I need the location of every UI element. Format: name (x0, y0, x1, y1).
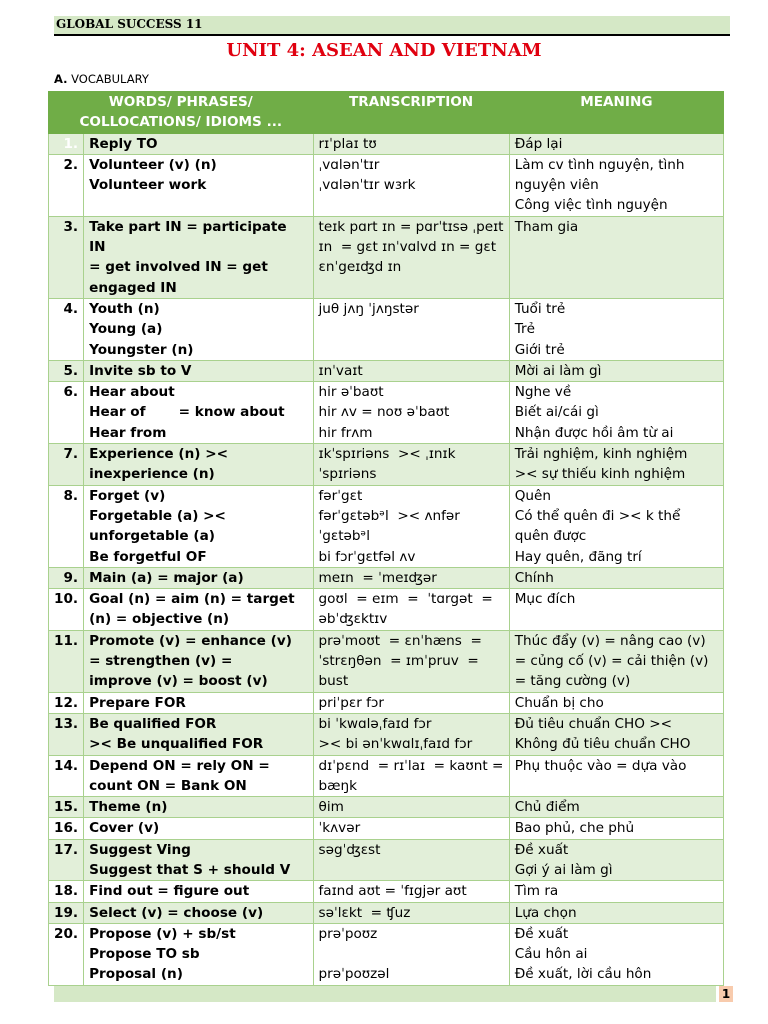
table-row (49, 133, 724, 154)
transcription-cell (313, 216, 509, 298)
word-cell (84, 444, 313, 486)
transcription-cell-line: ɪkˈspɪriəns >< ˌɪnɪk ˈspɪriəns (318, 446, 460, 483)
word-cell-line: count ON = Bank ON (89, 777, 247, 794)
word-cell-line: Youngster (n) (89, 341, 194, 358)
meaning-cell-line: Giới trẻ (514, 341, 565, 358)
word-cell (84, 755, 313, 797)
meaning-cell (509, 755, 723, 797)
meaning-cell (509, 485, 723, 567)
transcription-cell (313, 589, 509, 631)
meaning-cell-line: Trẻ (514, 321, 535, 338)
meaning-cell (509, 382, 723, 444)
table-row (49, 216, 724, 298)
word-cell (84, 485, 313, 567)
transcription-cell-line: bi fɔrˈgɛtfəl ʌv (318, 548, 416, 565)
transcription-cell-line: səˈlɛkt = ʧuz (318, 904, 411, 921)
table-row (49, 444, 724, 486)
meaning-cell (509, 881, 723, 902)
word-cell-line: Hear about (89, 384, 175, 401)
transcription-cell (313, 881, 509, 902)
meaning-cell (509, 797, 723, 818)
meaning-cell (509, 923, 723, 985)
meaning-cell-line: Trải nghiệm, kinh nghiệm (514, 446, 688, 463)
transcription-cell-line: səgˈʤɛst (318, 841, 381, 858)
meaning-cell-line: Biết ai/cái gì (514, 404, 599, 421)
section-label: VOCABULARY (71, 72, 149, 86)
word-cell-line: improve (v) = boost (v) (89, 673, 268, 690)
meaning-cell-line: Không đủ tiêu chuẩn CHO (514, 736, 691, 753)
transcription-cell-line (319, 944, 504, 964)
table-row (49, 589, 724, 631)
meaning-cell-line: >< sự thiếu kinh nghiệm (514, 466, 686, 483)
row-number: 8. (49, 485, 84, 567)
transcription-cell (313, 133, 509, 154)
word-cell-line: Youth (n) (89, 300, 160, 317)
row-number: 6. (49, 382, 84, 444)
row-number: 9. (49, 567, 84, 588)
meaning-cell-line: Thúc đẩy (v) = nâng cao (v) = củng cố (v) = cải thiện (v) = tăng cường (v) (514, 632, 713, 690)
table-row (49, 713, 724, 755)
word-cell (84, 133, 313, 154)
row-number: 13. (49, 713, 84, 755)
transcription-cell-line: teɪk pɑrt ɪn = pɑrˈtɪsə ˌpeɪt ɪn = gɛt ɪnˈvɑlvd ɪn = gɛt ɛnˈgeɪʤd ɪn (318, 218, 508, 276)
row-number: 14. (49, 755, 84, 797)
transcription-cell-line: θim (318, 799, 344, 816)
meaning-cell-line: Quên (514, 487, 551, 504)
word-cell-line: Select (v) = choose (v) (89, 904, 264, 921)
meaning-cell (509, 360, 723, 381)
transcription-cell (313, 818, 509, 839)
meaning-cell-line: Chuẩn bị cho (514, 694, 604, 711)
transcription-cell (313, 923, 509, 985)
table-row (49, 881, 724, 902)
transcription-cell-line: ˈkʌvər (318, 820, 361, 837)
word-cell-line: Hear of = know about (89, 404, 285, 421)
row-number: 3. (49, 216, 84, 298)
meaning-cell-line: Gợi ý ai làm gì (514, 861, 613, 878)
word-cell-line: Be forgetful OF (89, 548, 207, 565)
table-row (49, 755, 724, 797)
transcription-cell-line: hir əˈbaʊt (318, 384, 384, 401)
row-number: 16. (49, 818, 84, 839)
transcription-cell (313, 444, 509, 486)
meaning-cell (509, 713, 723, 755)
meaning-cell (509, 216, 723, 298)
table-row (49, 923, 724, 985)
word-cell (84, 713, 313, 755)
header-band (54, 16, 730, 36)
meaning-cell-line: Chính (514, 569, 554, 586)
meaning-cell (509, 444, 723, 486)
word-cell-line: unforgetable (a) (89, 528, 215, 545)
meaning-cell-line: Tuổi trẻ (514, 300, 566, 317)
table-row (49, 360, 724, 381)
meaning-cell-line: Đề xuất, lời cầu hôn (514, 966, 652, 983)
word-cell-line: Reply TO (89, 135, 158, 152)
word-cell-line: >< Be unqualified FOR (89, 736, 264, 753)
word-cell (84, 902, 313, 923)
word-cell-line: Prepare FOR (89, 694, 186, 711)
header-transcription: TRANSCRIPTION (313, 92, 509, 134)
meaning-cell-line: Đủ tiêu chuẩn CHO >< (514, 715, 673, 732)
word-cell-line: Propose (v) + sb/st (89, 925, 236, 942)
word-cell-line: Suggest Ving (89, 841, 191, 858)
transcription-cell-line: goʊl = eɪm = ˈtɑrgət = əbˈʤɛktɪv (318, 591, 498, 628)
transcription-cell (313, 382, 509, 444)
table-row (49, 630, 724, 692)
word-cell (84, 589, 313, 631)
word-cell (84, 923, 313, 985)
transcription-cell-line: >< bi ənˈkwɑlɪˌfaɪd fɔr (318, 736, 473, 753)
word-cell-line: Volunteer work (89, 177, 207, 194)
meaning-cell (509, 818, 723, 839)
transcription-cell-line: fərˈgɛtəbᵊl >< ʌnfər ˈgɛtəbᵊl (318, 507, 465, 545)
transcription-cell-line: fərˈgɛt (318, 487, 363, 504)
word-cell-line: Hear from (89, 424, 167, 441)
transcription-cell (313, 692, 509, 713)
meaning-cell-line: Mục đích (514, 591, 576, 608)
word-cell (84, 298, 313, 360)
word-cell-line: Theme (n) (89, 799, 168, 816)
meaning-cell (509, 839, 723, 881)
table-row (49, 382, 724, 444)
transcription-cell (313, 154, 509, 216)
word-cell-line: = get involved IN = get engaged IN (89, 259, 273, 296)
meaning-cell-line: Lựa chọn (514, 904, 577, 921)
meaning-cell (509, 902, 723, 923)
meaning-cell-line: Phụ thuộc vào = dựa vào (514, 757, 687, 774)
word-cell (84, 839, 313, 881)
transcription-cell-line: hir ʌv = noʊ əˈbaʊt (318, 404, 450, 421)
transcription-cell (313, 630, 509, 692)
row-number: 19. (49, 902, 84, 923)
table-row (49, 839, 724, 881)
row-number: 5. (49, 360, 84, 381)
meaning-cell (509, 133, 723, 154)
row-number: 7. (49, 444, 84, 486)
transcription-cell-line: faɪnd aʊt = ˈfɪgjər aʊt (318, 883, 467, 900)
table-row (49, 298, 724, 360)
row-number: 10. (49, 589, 84, 631)
row-number: 20. (49, 923, 84, 985)
transcription-cell-line: prəˈpoʊzəl (318, 966, 390, 983)
word-cell-line: Volunteer (v) (n) (89, 156, 217, 173)
meaning-cell-line: Công việc tình nguyện (514, 197, 668, 214)
meaning-cell-line: Bao phủ, che phủ (514, 820, 635, 837)
word-cell-line: Forget (v) (89, 487, 166, 504)
transcription-cell (313, 797, 509, 818)
vocabulary-table (48, 91, 724, 986)
word-cell-line: Experience (n) >< (89, 446, 228, 463)
table-row (49, 154, 724, 216)
transcription-cell-line: prəˈmoʊt = ɛnˈhæns = ˈstrɛŋθən = ɪmˈpruv = bust (318, 632, 487, 690)
word-cell-line: Goal (n) = aim (n) = target (n) = objective (n) (89, 591, 300, 628)
word-cell (84, 692, 313, 713)
table-row (49, 485, 724, 567)
transcription-cell (313, 713, 509, 755)
meaning-cell-line: Có thể quên đi >< k thể quên được (514, 507, 685, 545)
transcription-cell-line: priˈpɛr fɔr (318, 694, 384, 711)
word-cell-line: Be qualified FOR (89, 715, 217, 732)
word-cell (84, 154, 313, 216)
transcription-cell-line: dɪˈpɛnd = rɪˈlaɪ = kaʊnt = bæŋk (318, 757, 508, 794)
transcription-cell (313, 360, 509, 381)
word-cell-line: Depend ON = rely ON = (89, 757, 270, 774)
word-cell-line: Main (a) = major (a) (89, 569, 244, 586)
meaning-cell (509, 692, 723, 713)
row-number: 2. (49, 154, 84, 216)
transcription-cell (313, 902, 509, 923)
word-cell (84, 360, 313, 381)
page-title: UNIT 4: ASEAN AND VIETNAM (226, 40, 542, 61)
transcription-cell-line: rɪˈplaɪ tʊ (318, 135, 377, 152)
word-cell-line: Young (a) (89, 321, 163, 338)
transcription-cell-line: ɪnˈvaɪt (318, 362, 363, 379)
word-cell (84, 818, 313, 839)
row-number: 15. (49, 797, 84, 818)
row-number: 4. (49, 298, 84, 360)
section-letter: A. (54, 72, 68, 86)
table-row (49, 902, 724, 923)
meaning-cell (509, 589, 723, 631)
word-cell-line: Invite sb to V (89, 362, 192, 379)
table-row (49, 692, 724, 713)
word-cell-line: Proposal (n) (89, 966, 183, 983)
word-cell (84, 630, 313, 692)
word-cell (84, 567, 313, 588)
header-title: GLOBAL SUCCESS 11 (56, 17, 203, 31)
meaning-cell (509, 298, 723, 360)
meaning-cell-line: Nhận được hồi âm từ ai (514, 424, 674, 441)
word-cell-line: Suggest that S + should V (89, 861, 291, 878)
word-cell-line: inexperience (n) (89, 466, 215, 483)
word-cell-line: Cover (v) (89, 820, 160, 837)
meaning-cell (509, 630, 723, 692)
transcription-cell (313, 755, 509, 797)
header-words: WORDS/ PHRASES/ COLLOCATIONS/ IDIOMS ... (49, 92, 314, 134)
row-number: 17. (49, 839, 84, 881)
word-cell (84, 216, 313, 298)
row-number: 11. (49, 630, 84, 692)
word-cell-line: Forgetable (a) >< (89, 507, 226, 524)
transcription-cell-line: ˌvɑlənˈtɪr (318, 156, 380, 173)
row-number: 1. (49, 133, 84, 154)
row-number: 18. (49, 881, 84, 902)
page-number: 1 (719, 986, 733, 1002)
table-row (49, 818, 724, 839)
meaning-cell-line: Hay quên, đãng trí (514, 548, 642, 565)
meaning-cell-line: Nghe về (514, 384, 572, 401)
meaning-cell-line: Đáp lại (514, 135, 563, 152)
transcription-cell-line: meɪn = ˈmeɪʤər (318, 569, 437, 586)
word-cell-line: Promote (v) = enhance (v) = strengthen (v) = (89, 632, 297, 670)
meaning-cell-line: Mời ai làm gì (514, 362, 602, 379)
meaning-cell-line: Đề xuất (514, 841, 569, 858)
footer-band (54, 986, 716, 1002)
table-header-row (49, 92, 724, 134)
row-number: 12. (49, 692, 84, 713)
header-meaning: MEANING (509, 92, 723, 134)
meaning-cell-line: Chủ điểm (514, 799, 580, 816)
meaning-cell-line: Đề xuất (514, 925, 569, 942)
word-cell (84, 881, 313, 902)
transcription-cell-line: prəˈpoʊz (318, 925, 378, 942)
word-cell (84, 382, 313, 444)
transcription-cell-line: bi ˈkwɑləˌfaɪd fɔr (318, 715, 432, 732)
meaning-cell (509, 154, 723, 216)
word-cell (84, 797, 313, 818)
section-heading (54, 72, 149, 86)
meaning-cell (509, 567, 723, 588)
transcription-cell (313, 485, 509, 567)
word-cell-line: Take part IN = participate IN (89, 218, 292, 256)
table-row (49, 567, 724, 588)
transcription-cell (313, 298, 509, 360)
word-cell-line: Find out = figure out (89, 883, 250, 900)
word-cell-line: Propose TO sb (89, 946, 200, 963)
meaning-cell-line: Làm cv tình nguyện, tình nguyện viên (514, 156, 689, 194)
table-row (49, 797, 724, 818)
meaning-cell-line: Tham gia (514, 218, 579, 235)
transcription-cell (313, 567, 509, 588)
transcription-cell-line: ˌvɑlənˈtɪr wɜrk (318, 177, 416, 194)
transcription-cell-line: hir frʌm (318, 424, 373, 441)
meaning-cell-line: Tìm ra (514, 883, 559, 900)
transcription-cell-line: juθ jʌŋ ˈjʌŋstər (318, 300, 419, 317)
meaning-cell-line: Cầu hôn ai (514, 946, 588, 963)
transcription-cell (313, 839, 509, 881)
